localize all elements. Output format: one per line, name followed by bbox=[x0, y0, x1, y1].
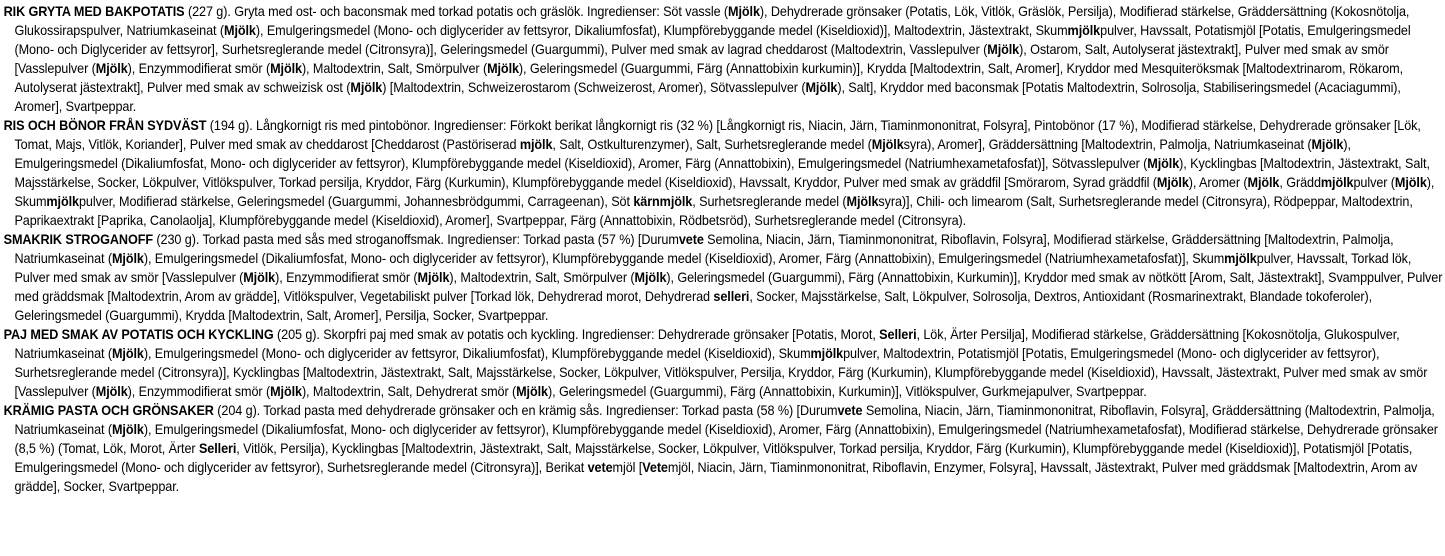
ingredient-paragraph bbox=[0, 325, 1445, 401]
allergen-bold-text: Mjölk bbox=[111, 250, 144, 266]
allergen-bold-text: mjölk bbox=[46, 193, 79, 209]
allergen-bold-text: Mjölk bbox=[1156, 174, 1189, 190]
allergen-bold-text: Selleri bbox=[198, 440, 237, 456]
ingredient-text: pulver, Havssalt, Torkad lök, Pulver med smak av smör [Vasslepulver ( bbox=[14, 250, 1412, 285]
ingredient-text: syra), Aromer], Gräddersättning [Maltodextrin, Palmolja, Natriumkaseinat ( bbox=[903, 136, 1312, 152]
allergen-bold-text: Mjölk bbox=[1394, 174, 1427, 190]
ingredient-text: , Salt, Ostkulturenzymer), Salt, Surhetsreglerande medel ( bbox=[552, 136, 872, 152]
product-name: PAJ MED SMAK AV POTATIS OCH KYCKLING bbox=[3, 326, 274, 342]
ingredient-text: Semolina, Niacin, Järn, Tiaminmononitrat, Riboflavin, Folsyra], Gräddersättning (Maltodextrin, Palmolja, Natriumkaseinat ( bbox=[14, 402, 1435, 437]
ingredient-text: Semolina, Niacin, Järn, Tiaminmononitrat, Riboflavin, Folsyra], Modifierad stärkelse, Gräddersättning [Maltodextrin, Palmolja, Natriumkaseinat ( bbox=[14, 231, 1394, 266]
allergen-bold-text: Mjölk bbox=[634, 269, 667, 285]
ingredient-text: ), Kycklingbas [Maltodextrin, Jästextrakt, Salt, Majsstärkelse, Socker, Lökpulver, Vitlökspulver, Torkad persilja, Kryddor, Färg (Kurkumin), Klumpförebyggande medel (Kiseldioxid), Havssalt, Kryddor, Pulver med smak av gräddfil [Smörarom, Syrad gräddfil ( bbox=[14, 155, 1430, 190]
ingredient-text: ), Geleringsmedel (Guargummi, Färg (Annattobixin kurkumin)], Krydda [Maltodextrin, Salt, Aromer], Kryddor med Mesquiteröksmak [Maltodextrinarom, Rökarom, Autolyserat jästextrakt], Pulver med smak av schweizisk ost ( bbox=[14, 60, 1404, 95]
allergen-bold-text: vete bbox=[837, 402, 863, 418]
ingredient-text: ), Maltodextrin, Salt, Smörpulver ( bbox=[301, 60, 488, 76]
ingredient-text: ), Salt], Kryddor med baconsmak [Potatis Maltodextrin, Solrosolja, Stabiliseringsmedel (Acaciagummi), Aromer], Svartpeppar. bbox=[14, 79, 1401, 114]
allergen-bold-text: Mjölk bbox=[350, 79, 383, 95]
ingredient-text: pulver, Maltodextrin, Potatismjöl [Potatis, Emulgeringsmedel (Mono- och diglycerider av fettsyror), Surhetsreglerande medel (Citronsyra)], Kycklingbas [Maltodextrin, Jästextrakt, Salt, Majsstärkelse, Socker, Lökpulver, Vitlökspulver, Persilja, Kryddor, Färg (Kurkumin), Klumpförebyggande medel (Kiseldioxid), Havssalt, Jästextrakt, Pulver med smak av smör [Vasslepulver ( bbox=[14, 345, 1428, 399]
allergen-bold-text: Mjölk bbox=[1247, 174, 1280, 190]
ingredient-text: ), Emulgeringsmedel (Mono- och diglycerider av fettsyror, Dikaliumfosfat), Klumpförebyggande medel (Kiseldioxid)], Maltodextrin, Jästextrakt, Skum bbox=[255, 22, 1068, 38]
allergen-bold-text: Vete bbox=[642, 459, 668, 475]
ingredient-text: pulver ( bbox=[1353, 174, 1395, 190]
allergen-bold-text: Mjölk bbox=[270, 60, 302, 76]
product-name: RIK GRYTA MED BAKPOTATIS bbox=[3, 3, 185, 19]
allergen-bold-text: Mjölk bbox=[111, 345, 144, 361]
ingredient-text: ), Emulgeringsmedel (Dikaliumfosfat, Mono- och diglycerider av fettsyror), Klumpförebyggande medel (Kiseldioxid), Aromer, Färg (Annattobixin), Emulgeringsmedel (Natriumhexametafosfat)], Skum bbox=[143, 250, 1225, 266]
ingredient-paragraph bbox=[0, 2, 1445, 116]
allergen-bold-text: mjölk bbox=[519, 136, 553, 152]
allergen-bold-text: mjölk bbox=[1320, 174, 1354, 190]
ingredient-text: , Vitlök, Persilja), Kycklingbas [Maltodextrin, Jästextrakt, Salt, Majsstärkelse, Socker, Lökpulver, Vitlökspulver, Torkad persilja, Kryddor, Färg (Kurkumin), Klumpförebyggande medel (Kiseldioxid)], Potatismjöl [Potatis, Emulgeringsmedel (Mono- och diglycerider av fettsyror), Surhetsreglerande medel (Citronsyra)], Berikat bbox=[14, 440, 1413, 475]
allergen-bold-text: selleri bbox=[713, 288, 750, 304]
ingredient-text: (194 g). Långkornigt ris med pintobönor. Ingredienser: Förkokt berikat långkornigt ris (32 %) [Långkornigt ris, Niacin, Järn, Tiaminmononitrat, Folsyra], Pintobönor (17 %), Modifierad stärkelse, Dehydrerade grönsaker [Lök, Tomat, Majs, Vitlök, Koriander], Pulver med smak av cheddarost [Cheddarost (Pastöriserad bbox=[14, 117, 1421, 152]
allergen-bold-text: Mjölk bbox=[846, 193, 879, 209]
ingredient-text: pulver, Modifierad stärkelse, Geleringsmedel (Guargummi, Johannesbrödgummi, Carrageenan), Söt bbox=[78, 193, 634, 209]
ingredient-text: pulver, Havssalt, Potatismjöl [Potatis, Emulgeringsmedel (Mono- och Diglycerider av fettsyror], Surhetsreglerande medel (Citronsyra)], Geleringsmedel (Guargummi), Pulver med smak av lagrad cheddarost (Maltodextrin, Vasslepulver ( bbox=[14, 22, 1411, 57]
allergen-bold-text: Mjölk bbox=[95, 60, 128, 76]
ingredient-text: , Surhetsreglerande medel ( bbox=[692, 193, 847, 209]
ingredient-text: syra)], Chili- och limearom (Salt, Surhetsreglerande medel (Citronsyra), Rödpeppar, Maltodextrin, Paprikaextrakt [Paprika, Canolaolja], Klumpförebyggande medel (Kiseldioxid), Aromer], Svartpeppar, Färg (Annattobixin, Rödbetsröd), Surhetsreglerande medel (Citronsyra). bbox=[14, 193, 1413, 228]
ingredient-paragraph bbox=[0, 230, 1445, 325]
ingredient-paragraph bbox=[0, 401, 1445, 496]
allergen-bold-text: vete bbox=[678, 231, 704, 247]
ingredient-text: ), Enzymmodifierat smör ( bbox=[127, 60, 271, 76]
ingredient-text: ), Enzymmodifierat smör ( bbox=[275, 269, 418, 285]
ingredient-text: mjöl [ bbox=[612, 459, 643, 475]
allergen-bold-text: mjölk bbox=[1224, 250, 1257, 266]
ingredient-text: (205 g). Skorpfri paj med smak av potatis och kyckling. Ingredienser: Dehydrerade grönsaker [Potatis, Morot, bbox=[273, 326, 880, 342]
ingredient-text: ), Enzymmodifierat smör ( bbox=[127, 383, 271, 399]
ingredient-text: ), Skum bbox=[14, 174, 1435, 209]
allergen-bold-text: kärnmjölk bbox=[633, 193, 693, 209]
product-name: SMAKRIK STROGANOFF bbox=[3, 231, 153, 247]
allergen-bold-text: Selleri bbox=[879, 326, 917, 342]
allergen-bold-text: mjölk bbox=[1067, 22, 1101, 38]
allergen-bold-text: Mjölk bbox=[224, 22, 256, 38]
ingredient-text: , Grädd bbox=[1279, 174, 1321, 190]
allergen-bold-text: Mjölk bbox=[728, 3, 760, 19]
ingredient-text: ), Geleringsmedel (Guargummi), Färg (Annattobixin, Kurkumin)], Kryddor med smak av nötkött [Arom, Salt, Jästextrakt], Svamppulver, Pulver med gräddsmak [Maltodextrin, Arom av grädde], Vitlökspulver, Vegetabiliskt pulver [Torkad lök, Dehydrerad morot, Dehydrerad bbox=[14, 269, 1443, 304]
ingredient-text: ), Geleringsmedel (Guargummi), Färg (Annattobixin, Kurkumin)], Vitlökspulver, Gurkmejapulver, Svartpeppar. bbox=[547, 383, 1147, 399]
allergen-bold-text: Mjölk bbox=[270, 383, 302, 399]
ingredient-text: ), Ostarom, Salt, Autolyserat jästextrakt], Pulver med smak av smör [Vasslepulver ( bbox=[14, 41, 1389, 76]
allergen-bold-text: Mjölk bbox=[987, 41, 1020, 57]
ingredient-text: ), Emulgeringsmedel (Dikaliumfosfat, Mono- och diglycerider av fettsyror), Klumpförebyggande medel (Kiseldioxid), Aromer, Färg (Annattobixin), Emulgeringsmedel (Natriumhexametafosfat)], Sötvasslepulver ( bbox=[14, 136, 1351, 171]
allergen-bold-text: Mjölk bbox=[417, 269, 450, 285]
ingredient-text: , Socker, Majsstärkelse, Salt, Lökpulver, Solrosolja, Dextros, Antioxidant (Rosmarinextrakt, Blandade tokoferoler), Geleringsmedel (Guargummi), Krydda [Maltodextrin, Salt, Aromer], Persilja, Socker, Svartpeppar. bbox=[14, 288, 1373, 323]
ingredient-text: ) [Maltodextrin, Schweizerostarom (Schweizerost, Aromer), Sötvasslepulver ( bbox=[382, 79, 806, 95]
allergen-bold-text: Mjölk bbox=[111, 421, 144, 437]
allergen-bold-text: Mjölk bbox=[243, 269, 276, 285]
ingredient-text: (230 g). Torkad pasta med sås med stroganoffsmak. Ingredienser: Torkad pasta (57 %) [Durum bbox=[152, 231, 679, 247]
ingredient-text: ), Emulgeringsmedel (Dikaliumfosfat, Mono- och diglycerider av fettsyror), Klumpförebyggande medel (Kiseldioxid), Aromer, Färg (Annattobixin), Emulgeringsmedel (Natriumhexametafosfat), Modifierad stärkelse, Dehydrerade grönsaker (8,5 %) (Tomat, Lök, Morot, Ärter bbox=[14, 421, 1438, 456]
allergen-bold-text: vete bbox=[587, 459, 613, 475]
allergen-bold-text: mjölk bbox=[810, 345, 844, 361]
ingredient-text: ), Aromer ( bbox=[1188, 174, 1248, 190]
allergen-bold-text: Mjölk bbox=[1147, 155, 1180, 171]
ingredient-text: ), Dehydrerade grönsaker (Potatis, Lök, Vitlök, Gräslök, Persilja), Modifierad stärkelse, Gräddersättning (Kokosnötolja, Glukossirapspulver, Natriumkaseinat ( bbox=[14, 3, 1410, 38]
ingredient-text: ), Emulgeringsmedel (Mono- och diglycerider av fettsyror, Dikaliumfosfat), Klumpförebyggande medel (Kiseldioxid), Skum bbox=[143, 345, 811, 361]
ingredient-text: (204 g). Torkad pasta med dehydrerade grönsaker och en krämig sås. Ingredienser: Torkad pasta (58 %) [Durum bbox=[213, 402, 838, 418]
ingredient-text: ), Maltodextrin, Salt, Dehydrerat smör ( bbox=[301, 383, 517, 399]
product-name: RIS OCH BÖNOR FRÅN SYDVÄST bbox=[3, 117, 207, 133]
allergen-bold-text: Mjölk bbox=[871, 136, 904, 152]
allergen-bold-text: Mjölk bbox=[95, 383, 128, 399]
product-name: KRÄMIG PASTA OCH GRÖNSAKER bbox=[3, 402, 214, 418]
ingredient-paragraph bbox=[0, 116, 1445, 230]
allergen-bold-text: Mjölk bbox=[487, 60, 519, 76]
ingredient-text: , Lök, Ärter Persilja], Modifierad stärkelse, Gräddersättning [Kokosnötolja, Glukospulver, Natriumkaseinat ( bbox=[14, 326, 1400, 361]
allergen-bold-text: Mjölk bbox=[516, 383, 548, 399]
ingredient-text: mjöl, Niacin, Järn, Tiaminmononitrat, Riboflavin, Enzymer, Folsyra], Havssalt, Jästextrakt, Pulver med gräddsmak [Maltodextrin, Arom av grädde], Socker, Svartpeppar. bbox=[14, 459, 1418, 494]
ingredient-text: ), Maltodextrin, Salt, Smörpulver ( bbox=[449, 269, 635, 285]
ingredient-text: (227 g). Gryta med ost- och baconsmak med torkad potatis och gräslök. Ingredienser: Söt vassle ( bbox=[184, 3, 729, 19]
allergen-bold-text: Mjölk bbox=[805, 79, 838, 95]
allergen-bold-text: Mjölk bbox=[1311, 136, 1344, 152]
